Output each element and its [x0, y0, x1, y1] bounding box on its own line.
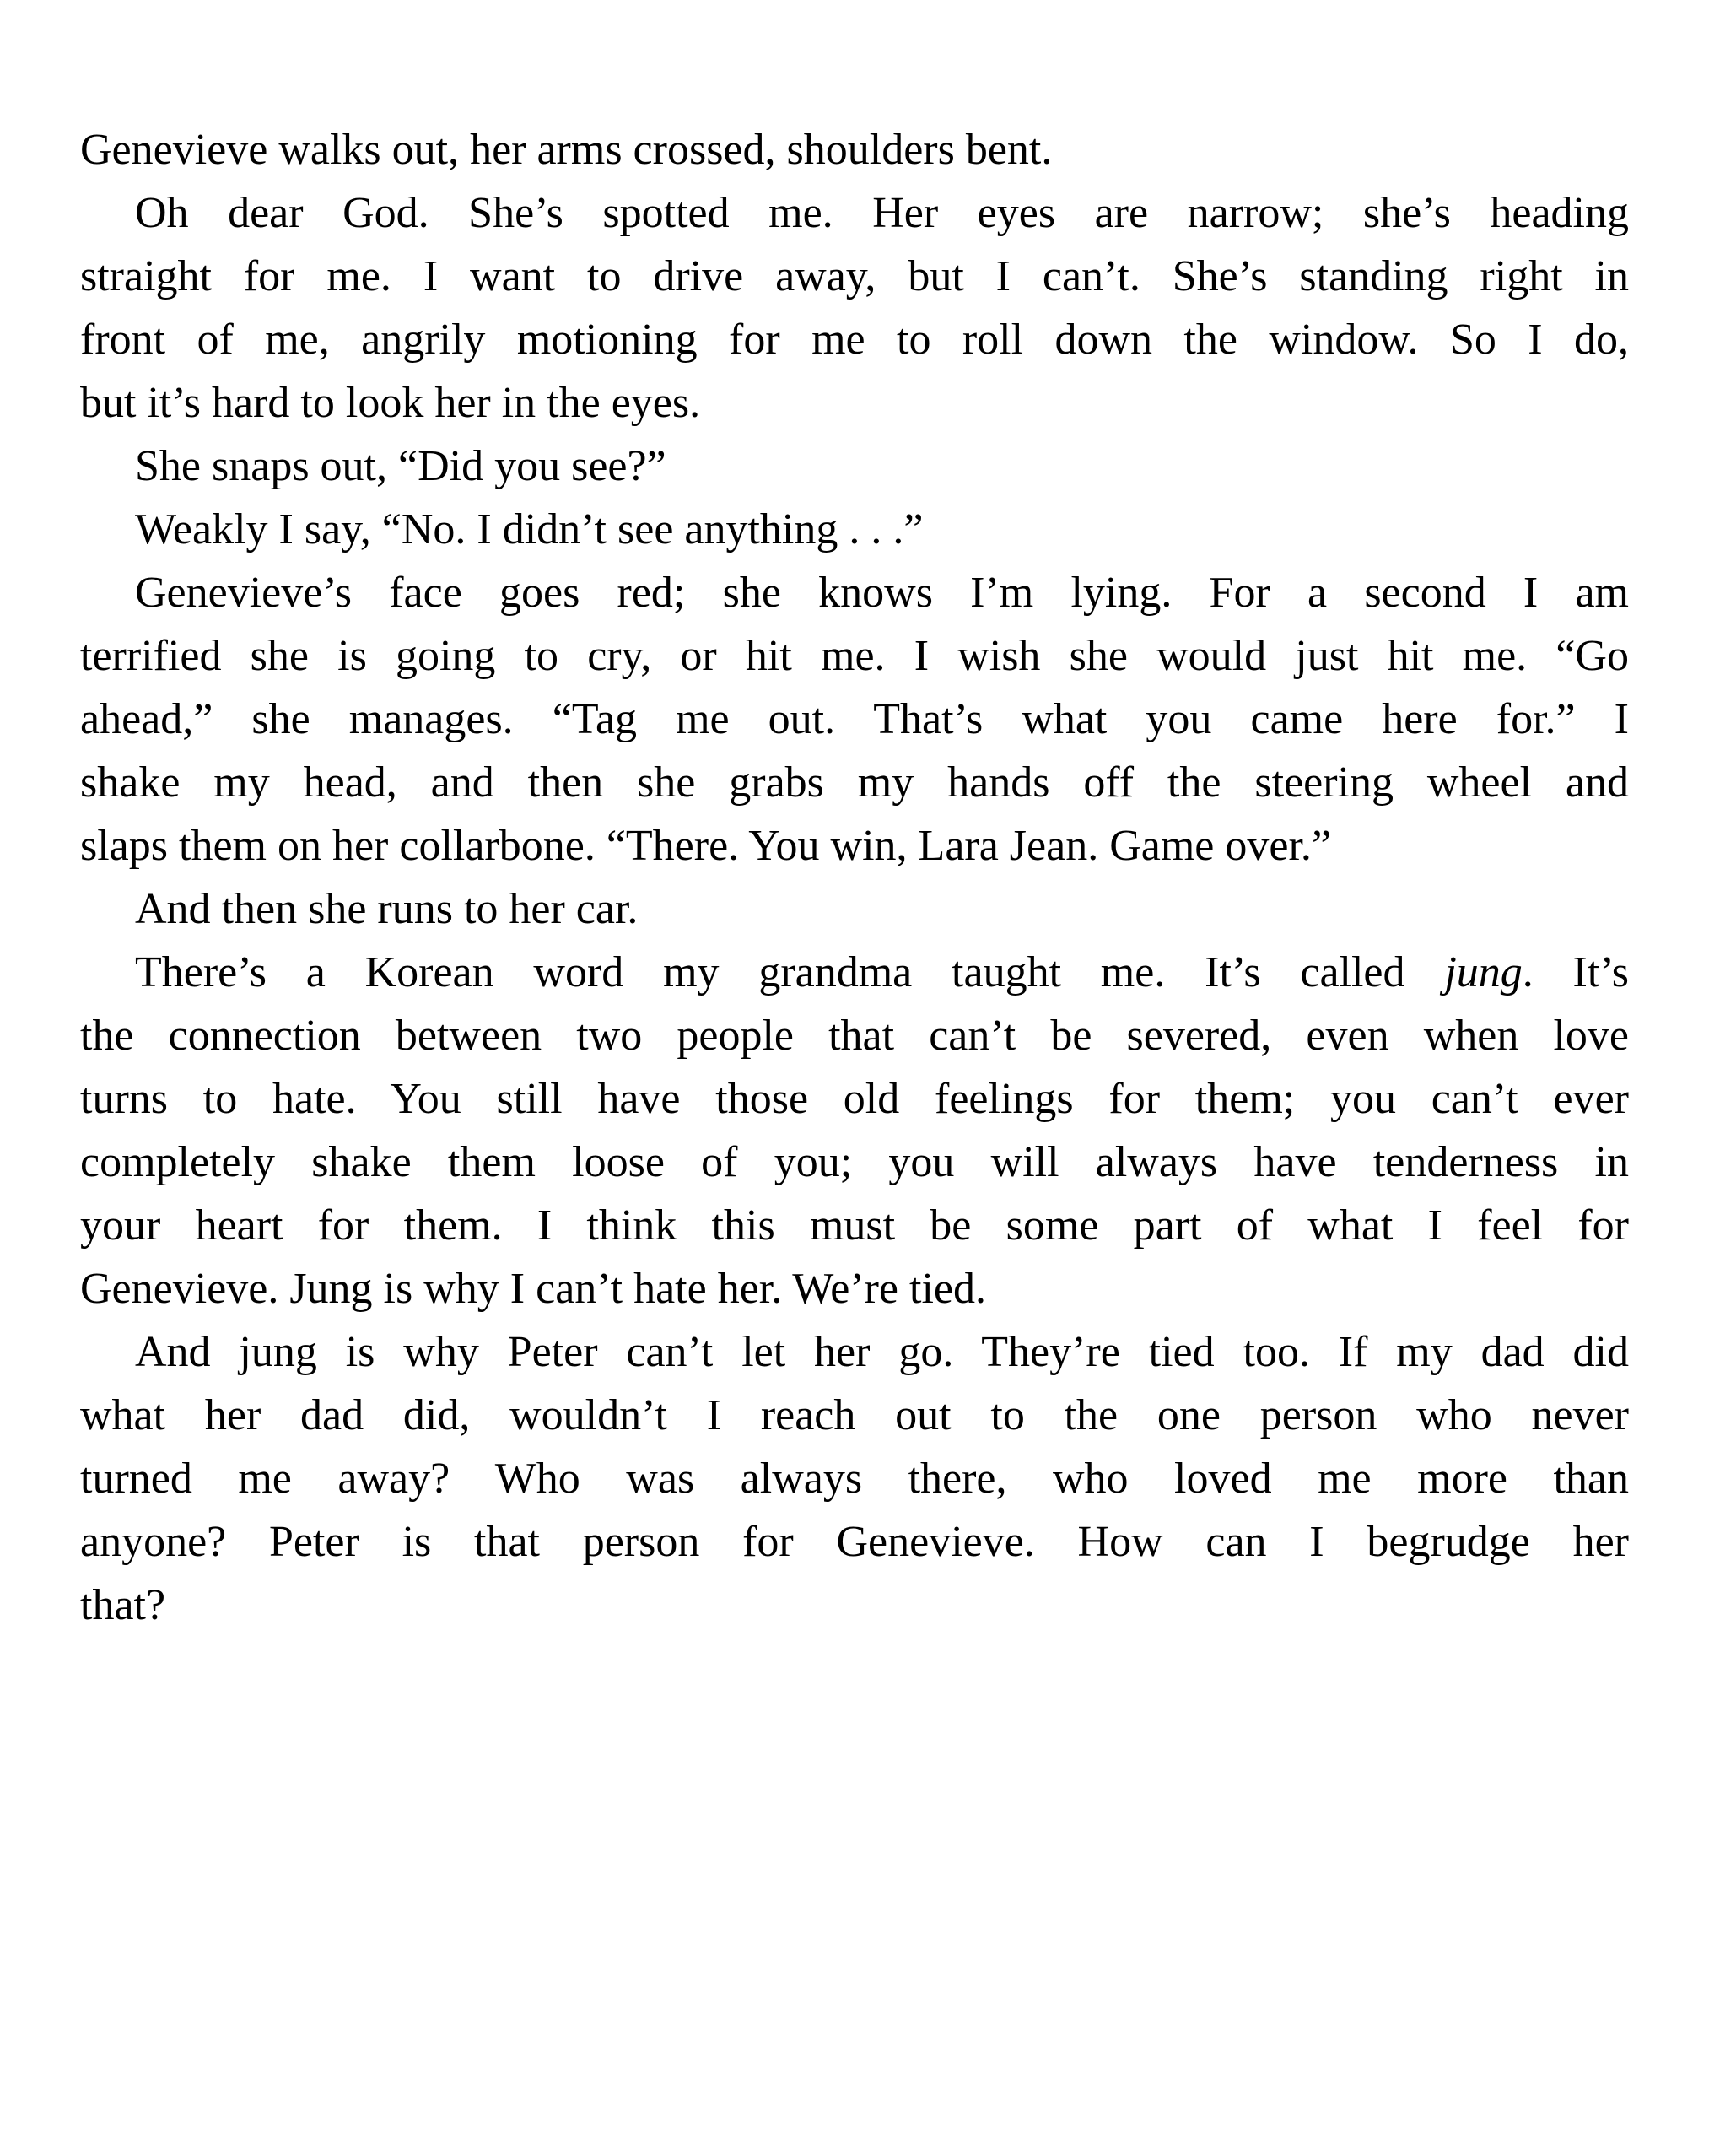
- text-line: straight for me. I want to drive away, but I can’t. She’s standing right in: [80, 252, 1629, 300]
- text-line: Genevieve. Jung is why I can’t hate her. We’re tied.: [80, 1265, 986, 1313]
- text-line: the connection between two people that can’t be severed, even when love: [80, 1012, 1629, 1060]
- text-line: She snaps out, “Did you see?”: [135, 442, 666, 490]
- text-line: Oh dear God. She’s spotted me. Her eyes are narrow; she’s heading: [135, 189, 1629, 237]
- text-line: that?: [80, 1581, 166, 1629]
- text-line: front of me, angrily motioning for me to roll down the window. So I do,: [80, 316, 1629, 364]
- text-line: ahead,” she manages. “Tag me out. That’s what you came here for.” I: [80, 695, 1629, 743]
- text-line: There’s a Korean word my grandma taught me. It’s called jung. It’s: [135, 948, 1630, 996]
- text-line: slaps them on her collarbone. “There. You win, Lara Jean. Game over.”: [80, 822, 1331, 870]
- text-block: [80, 118, 1629, 1637]
- text-line: terrified she is going to cry, or hit me. I wish she would just hit me. “Go: [80, 632, 1629, 680]
- text-line: Genevieve’s face goes red; she knows I’m lying. For a second I am: [135, 569, 1629, 617]
- italic-word: jung: [1444, 948, 1523, 996]
- text-line: your heart for them. I think this must be some part of what I feel for: [80, 1201, 1629, 1250]
- text-line: turns to hate. You still have those old feelings for them; you can’t ever: [80, 1075, 1629, 1123]
- text-line: And jung is why Peter can’t let her go. They’re tied too. If my dad did: [135, 1328, 1629, 1376]
- text-line: completely shake them loose of you; you will always have tenderness in: [80, 1138, 1629, 1186]
- text-line: Weakly I say, “No. I didn’t see anything . . .”: [135, 505, 924, 553]
- text-line: anyone? Peter is that person for Genevieve. How can I begrudge her: [80, 1518, 1629, 1566]
- text-line: And then she runs to her car.: [135, 885, 639, 933]
- text-line: turned me away? Who was always there, who loved me more than: [80, 1455, 1629, 1503]
- text-line: but it’s hard to look her in the eyes.: [80, 379, 701, 427]
- text-line: what her dad did, wouldn’t I reach out to the one person who never: [80, 1391, 1629, 1439]
- text-line: Genevieve walks out, her arms crossed, shoulders bent.: [80, 126, 1053, 174]
- text-line: shake my head, and then she grabs my hands off the steering wheel and: [80, 758, 1629, 807]
